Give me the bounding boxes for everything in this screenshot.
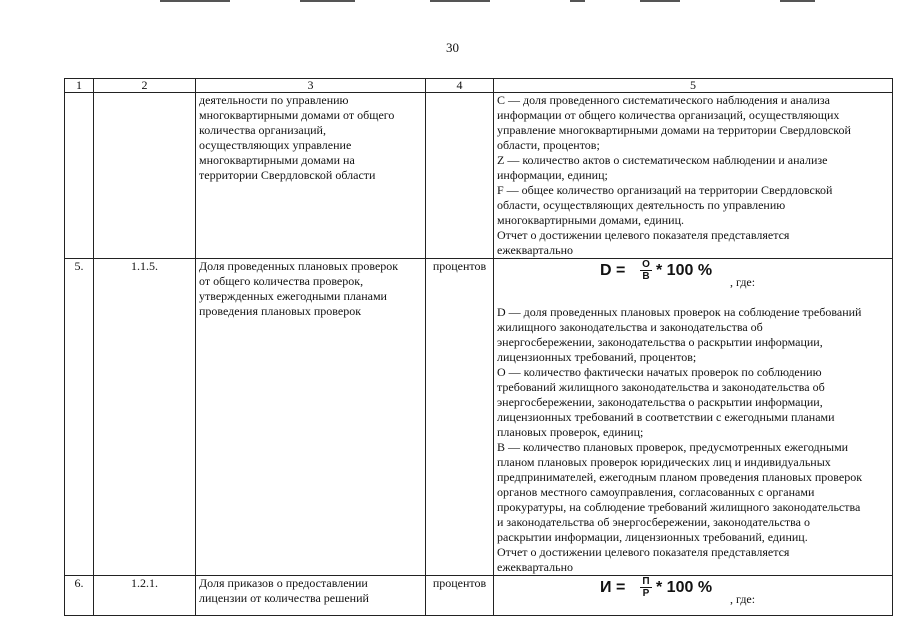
table-row [65,576,893,616]
scan-artifact-line [430,0,490,2]
text-line: Доля проведенных плановых проверок [199,259,399,273]
text-line: проведения плановых проверок [199,304,362,318]
fraction-numerator: П [640,576,652,588]
text-line: количества организаций, [199,123,326,137]
table-row [65,259,893,576]
method-cell [494,93,893,259]
text-line: информации, единиц; [497,168,608,182]
text-line: территории Свердловской области [199,168,376,182]
text-line: осуществляющих управление [199,138,352,152]
formula [497,259,889,291]
formula-tail: , где: [730,592,756,606]
text-line: энергосбережении, законодательства о раскрытии информации, [497,335,823,349]
text-line: утвержденных ежегодными планами [199,289,387,303]
text-line: области, осуществляющих деятельность по управлению [497,198,786,212]
text-line: и законодательства об энергосбережении, законодательства о [497,515,810,529]
text-line: многоквартирными домами на [199,153,355,167]
text-line: C — доля проведенного систематического наблюдения и анализа [497,93,830,107]
text-line: Доля приказов о предоставлении [199,576,368,590]
text-line: информации от общего количества организаций, осуществляющих [497,108,840,122]
unit-cell: процентов [426,259,494,576]
formula-lhs: И = [600,579,626,596]
row-number-cell: 5. [65,259,94,576]
header-cell: 3 [196,79,426,93]
row-number-cell [65,93,94,259]
row-code-cell: 1.1.5. [94,259,196,576]
text-line: планом плановых проверок юридических лиц и индивидуальных [497,455,831,469]
scan-artifact-line [300,0,355,2]
formula-fraction [640,576,652,599]
formula-tail: , где: [730,275,756,289]
text-line: ежеквартально [497,243,573,257]
text-line: жилищного законодательства и законодательства об [497,320,763,334]
text-line: Z — количество актов о систематическом наблюдении и анализе [497,153,828,167]
row-code-cell [94,93,196,259]
text-line: Отчет о достижении целевого показателя представляется [497,228,790,242]
text-line: ежеквартально [497,560,573,574]
header-cell: 1 [65,79,94,93]
formula-rhs: * 100 % [656,579,713,596]
text-line: органов местного самоуправления, согласованных с органами [497,485,815,499]
text-line: энергосбережении, законодательства о раскрытии информации, [497,395,823,409]
text-line: области, процентов; [497,138,600,152]
text-line: предпринимателей, ежегодным планом проведения плановых проверок [497,470,863,484]
header-cell: 2 [94,79,196,93]
text-line: В — количество плановых проверок, предусмотренных ежегодными [497,440,849,454]
scan-artifact-line [570,0,585,2]
text-line: многоквартирными домами от общего [199,108,395,122]
formula [497,576,889,608]
text-line: О — количество фактически начатых проверок по соблюдению [497,365,822,379]
row-number-cell: 6. [65,576,94,616]
indicator-name-cell [196,93,426,259]
indicator-name-cell [196,576,426,616]
unit-cell: процентов [426,576,494,616]
text-line: от общего количества проверок, [199,274,364,288]
formula-fraction [640,259,652,282]
scan-artifact-line [780,0,815,2]
method-cell [494,576,893,616]
formula-lhs: D = [600,262,626,279]
header-cell: 5 [494,79,893,93]
text-line: раскрытии информации, лицензионных требований, единиц. [497,530,808,544]
text-line: прокуратуры, на соблюдение требований жилищного законодательства [497,500,861,514]
text-line: управление многоквартирными домами на территории Свердловской [497,123,851,137]
text-line: D — доля проведенных плановых проверок на соблюдение требований [497,305,862,319]
header-cell: 4 [426,79,494,93]
text-line: F — общее количество организаций на территории Свердловской [497,183,833,197]
text-line: многоквартирными домами, единиц. [497,213,685,227]
text-line: лицензионных требований, процентов; [497,350,697,364]
text-line: лицензии от количества решений [199,591,369,605]
scan-artifact-line [640,0,680,2]
scan-artifact-line [160,0,230,2]
formula-rhs: * 100 % [656,262,713,279]
table-header-row [65,79,893,93]
fraction-numerator: O [640,259,652,271]
fraction-denominator: B [642,271,650,282]
table-row [65,93,893,259]
indicator-name-cell [196,259,426,576]
row-code-cell: 1.2.1. [94,576,196,616]
text-line: лицензионных требований в соответствии с ежегодными планами [497,410,835,424]
indicator-table [64,78,893,616]
method-cell [494,259,893,576]
text-line: деятельности по управлению [199,93,349,107]
text-line: плановых проверок, единиц; [497,425,644,439]
text-line: требований жилищного законодательства и законодательства об [497,380,825,394]
fraction-denominator: Р [642,588,650,599]
unit-cell [426,93,494,259]
text-line: Отчет о достижении целевого показателя представляется [497,545,790,559]
page-number: 30 [446,40,459,55]
